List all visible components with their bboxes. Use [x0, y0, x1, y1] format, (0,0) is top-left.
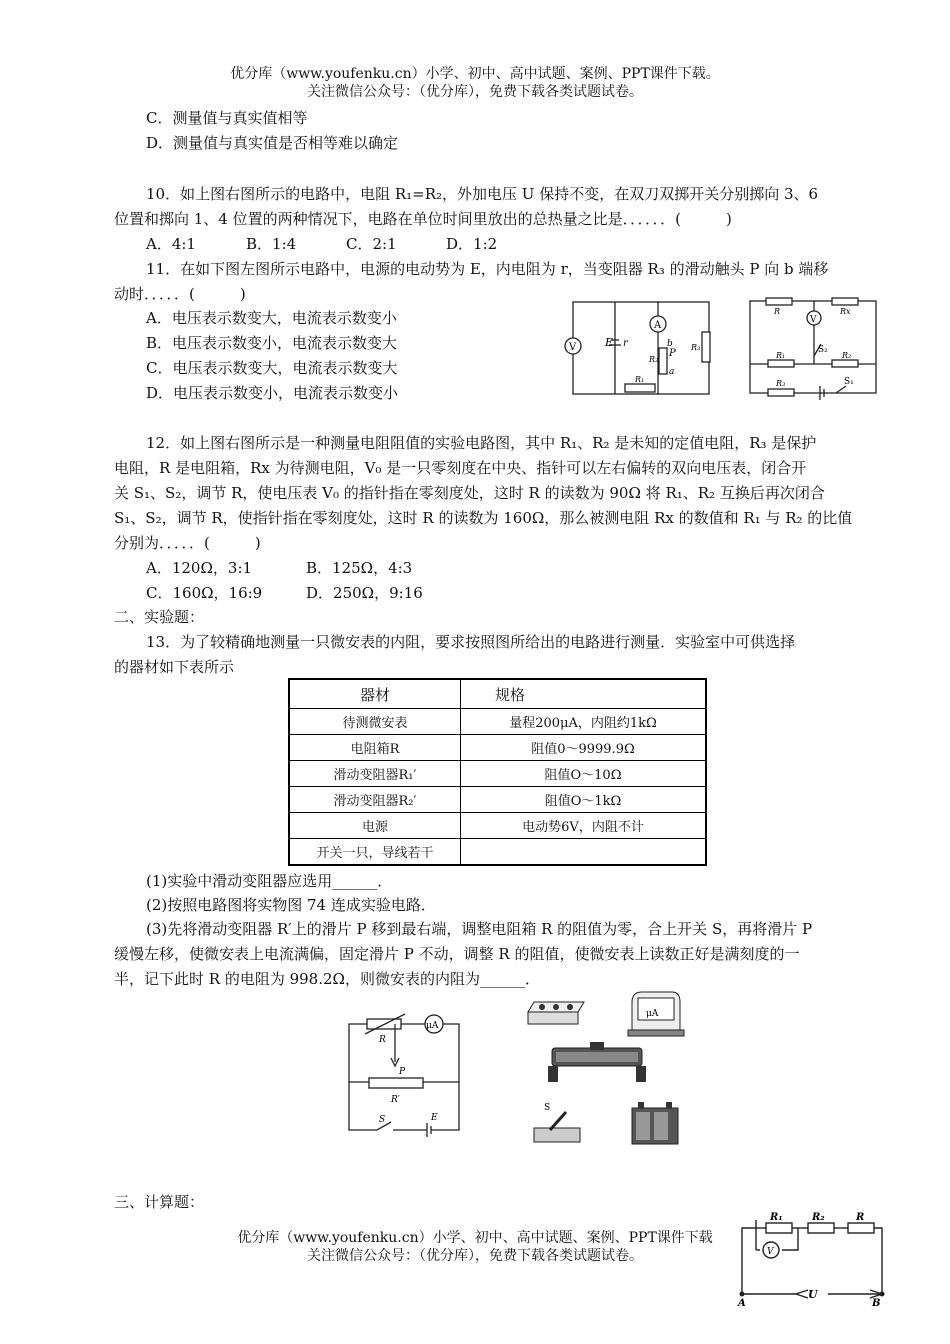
q12-label-r1: R₁ [776, 351, 786, 360]
table-header: 规格 [461, 679, 707, 709]
table-cell: 电阻箱R [289, 735, 461, 761]
equipment-table [288, 678, 707, 866]
q11-label-a: A [654, 320, 662, 331]
q12-option-a: A．120Ω，3:1 [146, 559, 253, 577]
table-cell [461, 839, 707, 866]
table-header: 器材 [289, 679, 461, 709]
q11-label-e: E [605, 336, 614, 349]
table-row [289, 735, 706, 761]
q12-label-s2: S₂ [818, 345, 828, 355]
q12-circuit-diagram [746, 298, 881, 398]
table-cell: 待测微安表 [289, 709, 461, 735]
q11-option-c: C．电压表示数变大，电流表示数变大 [146, 359, 398, 377]
table-cell: 阻值0～9999.9Ω [461, 735, 707, 761]
q12-line-5: 分别为．．．．．( ) [114, 534, 261, 552]
q11-label-p: P [669, 348, 676, 359]
q10-option-d: D．1:2 [446, 235, 498, 253]
table-row [289, 813, 706, 839]
prev-option-d: D．测量值与真实值是否相等难以确定 [146, 134, 399, 152]
q11-label-a-end: a [669, 367, 675, 377]
q13-label-p: P [399, 1067, 406, 1077]
q13-part-3-line-1: (3)先将滑动变阻器 R′上的滑片 P 移到最右端，调整电阻箱 R 的阻值为零，合上开关 S，再将滑片 P [146, 920, 813, 938]
q13-real-label-ua: μA [646, 1009, 659, 1019]
table-cell: 开关一只，导线若干 [289, 839, 461, 866]
table-cell: 滑动变阻器R₁′ [289, 761, 461, 787]
footer-line-2: 关注微信公众号：（优分库），免费下载各类试题试卷。 [307, 1248, 643, 1264]
header-line-1: 优分库（www.youfenku.cn）小学、初中、高中试题、案例、PPT课件下载。 [230, 66, 720, 82]
q12-line-4: S₁、S₂，调节 R，使指针指在零刻度处，这时 R 的读数为 160Ω，那么被测电阻 Rx 的数值和 R₁ 与 R₂ 的比值 [114, 509, 853, 527]
calc-label-u: U [808, 1288, 818, 1301]
q11-label-r: r [623, 338, 628, 349]
q11-option-a: A．电压表示数变大，电流表示数变小 [146, 309, 397, 327]
q10-option-a: A．4:1 [146, 235, 196, 253]
q11-option-d: D．电压表示数变小，电流表示数变小 [146, 384, 399, 402]
q11-label-r2: R₂ [649, 355, 659, 364]
section-3-heading: 三、计算题： [114, 1193, 205, 1211]
table-cell: 量程200μA，内阻约1kΩ [461, 709, 707, 735]
table-row [289, 839, 706, 866]
q10-line-1: 10．如上图右图所示的电路中，电阻 R₁=R₂，外加电压 U 保持不变，在双刀双掷开关分别掷向 3、6 [146, 185, 819, 203]
section-2-heading: 二、实验题： [114, 608, 205, 626]
q13-circuit-diagram [345, 1012, 465, 1142]
q12-line-3: 关 S₁、S₂，调节 R，使电压表 V₀ 的指针指在零刻度处，这时 R 的读数为 90Ω 将 R₁、R₂ 互换后再次闭合 [114, 484, 825, 502]
q13-label-r: R [379, 1035, 386, 1045]
calc-label-r2: R₂ [812, 1212, 825, 1223]
q12-label-r2: R₂ [842, 351, 852, 360]
q13-part-3-line-3: 半，记下此时 R 的电阻为 998.2Ω，则微安表的内阻为______． [114, 970, 540, 988]
table-cell: 阻值O～10Ω [461, 761, 707, 787]
table-cell: 阻值O～1kΩ [461, 787, 707, 813]
switch-photo-icon [534, 1103, 580, 1142]
q13-label-rprime: R′ [391, 1095, 400, 1105]
q13-line-1: 13．为了较精确地测量一只微安表的内阻，要求按照图所给出的电路进行测量．实验室中可供选择 [146, 633, 796, 651]
calc-label-r1: R₁ [770, 1212, 783, 1223]
q12-label-r: R [774, 307, 781, 316]
q11-line-2: 动时．．．．．( ) [114, 285, 246, 303]
q11-label-r3: R₃ [691, 343, 701, 352]
battery-icon [632, 1102, 678, 1144]
q12-line-1: 12．如上图右图所示是一种测量电阻阻值的实验电路图，其中 R₁、R₂ 是未知的定值电阻，R₃ 是保护 [146, 434, 817, 452]
q12-label-rx: Rx [840, 307, 851, 316]
calc-label-a: A [738, 1298, 746, 1309]
q10-option-c: C．2:1 [346, 235, 397, 253]
q13-label-s: S [379, 1115, 386, 1125]
q12-label-v: V [810, 315, 817, 325]
footer-line-1: 优分库（www.youfenku.cn）小学、初中、高中试题、案例、PPT课件下载 [237, 1230, 713, 1246]
q11-circuit-diagram [563, 298, 713, 398]
q13-equipment-photo [520, 990, 690, 1150]
q12-option-b: B．125Ω，4:3 [306, 559, 413, 577]
q12-label-s1: S₁ [844, 377, 854, 387]
calc-circuit-diagram [738, 1210, 888, 1309]
q10-option-b: B．1:4 [246, 235, 297, 253]
q11-label-b: b [667, 339, 673, 349]
q10-line-2: 位置和掷向 1、4 位置的两种情况下，电路在单位时间里放出的总热量之比是．．．．．．( ) [114, 210, 732, 228]
rheostat-icon [548, 1042, 646, 1082]
q13-part-3-line-2: 缓慢左移，使微安表上电流满偏，固定滑片 P 不动，调整 R 的阻值，使微安表上读数正好是满刻度的一 [114, 945, 800, 963]
q12-label-r3: R₃ [776, 379, 786, 388]
q11-label-v: V [569, 342, 577, 353]
q13-label-ua: μA [426, 1021, 439, 1031]
q12-option-c: C．160Ω，16:9 [146, 584, 263, 602]
table-cell: 电源 [289, 813, 461, 839]
q11-label-r1: R₁ [635, 375, 645, 384]
q13-label-e: E [431, 1113, 438, 1123]
table-header-row [289, 679, 706, 709]
table-row [289, 709, 706, 735]
q11-line-1: 11．在如下图左图所示电路中，电源的电动势为 E，内电阻为 r，当变阻器 R₃ 的滑动触头 P 向 b 端移 [146, 260, 829, 278]
q12-line-2: 电阻，R 是电阻箱，Rx 为待测电阻，V₀ 是一只零刻度在中央、指针可以左右偏转的双向电压表，闭合开 [114, 459, 807, 477]
calc-label-r: R [856, 1212, 865, 1223]
q13-part-2: (2)按照电路图将实物图 74 连成实验电路． [146, 896, 436, 914]
q11-option-b: B．电压表示数变小，电流表示数变大 [146, 334, 398, 352]
table-cell: 电动势6V，内阻不计 [461, 813, 707, 839]
calc-label-b: B [872, 1298, 881, 1309]
table-row [289, 787, 706, 813]
q13-real-label-s: S [544, 1103, 551, 1113]
resistance-box-icon [528, 1002, 584, 1024]
table-row [289, 761, 706, 787]
q13-part-1: (1)实验中滑动变阻器应选用______． [146, 872, 393, 890]
calc-label-v: V [767, 1247, 774, 1257]
microammeter-photo-icon [628, 992, 684, 1036]
table-cell: 滑动变阻器R₂′ [289, 787, 461, 813]
header-line-2: 关注微信公众号：（优分库），免费下载各类试题试卷。 [307, 84, 643, 100]
prev-option-c: C．测量值与真实值相等 [146, 109, 308, 127]
q12-option-d: D．250Ω，9:16 [306, 584, 423, 602]
q13-line-2: 的器材如下表所示 [114, 658, 235, 676]
